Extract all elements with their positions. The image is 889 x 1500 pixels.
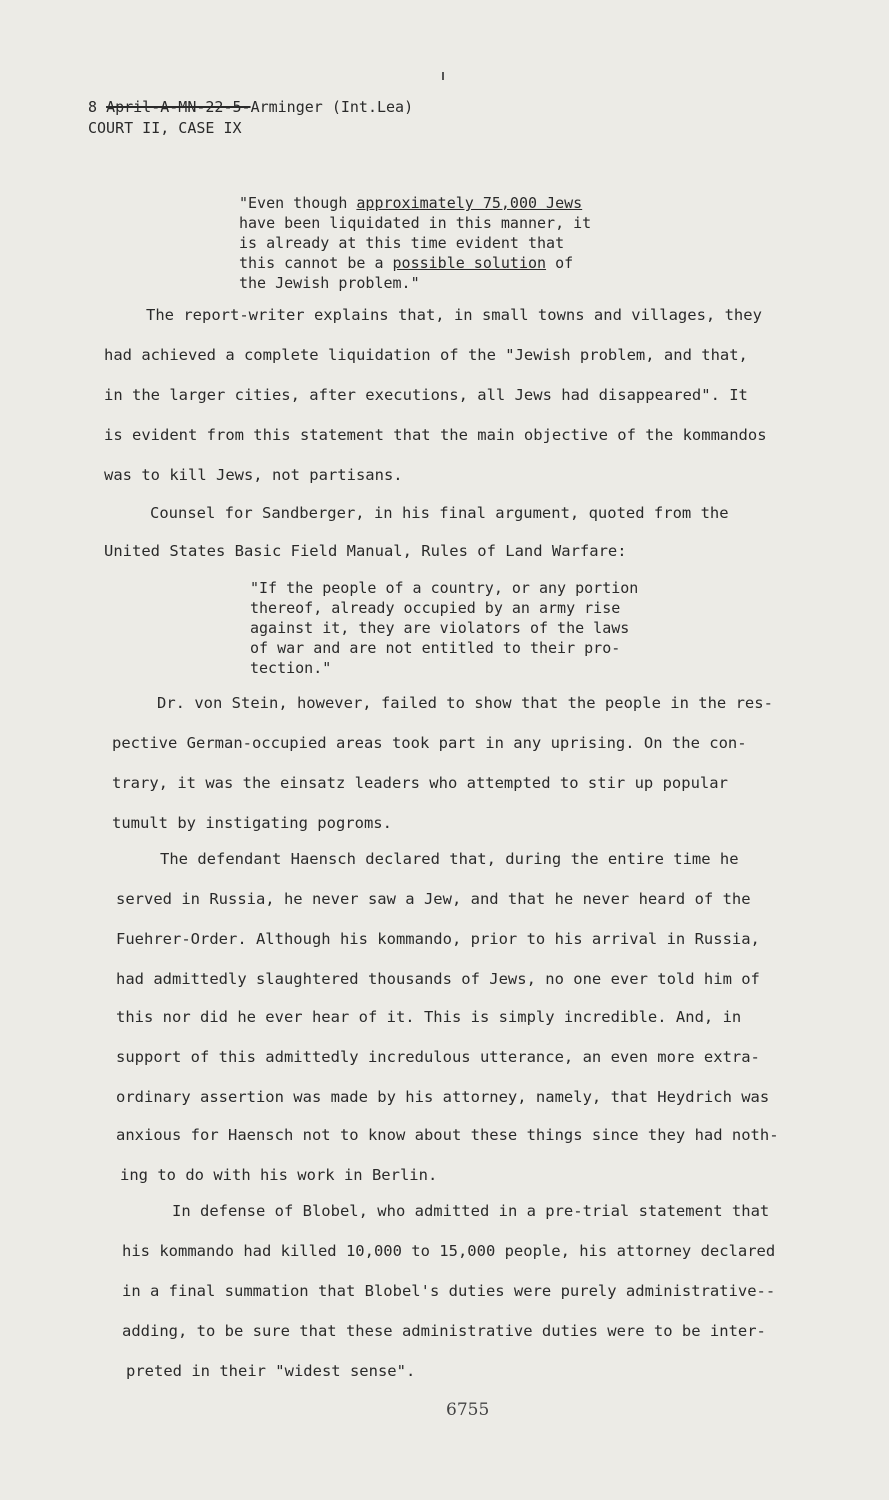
ink-mark: [442, 72, 444, 80]
document-page: 8 April-A-MN-22-5-Arminger (Int.Lea) COURT II, CASE IX "Even though approximately 75,000 Jews have been liquidated in this manner, it is already at this time evident that this cannot be a possible solution of the Jewish problem." The report-writer explains that, in small towns and villages, they had achieved a complete liquidation of the "Jewish problem, and that, in the larger cities, after executions, all Jews had disappeared". It is evident from this statement that the main objective of the kommandos was to kill Jews, not partisans. Counsel for Sandberger, in his final argument, quoted from the United States Basic Field Manual, Rules of Land Warfare: "If the people of a country, or any portion thereof, already occupied by an army rise against it, they are violators of the laws of war and are not entitled to their pro- tection." Dr. von Stein, however, failed to show that the people in the res- pective German-occupied areas took part in any uprising. On the con- trary, it was the einsatz leaders who attempted to stir up popular tumult by instigating pogroms. The defendant Haensch declared that, during the entire time he served in Russia, he never saw a Jew, and that he never heard of the Fuehrer-Order. Although his kommando, prior to his arrival in Russia, had admittedly slaughtered thousands of Jews, no one ever told him of this nor did he ever hear of it. This is simply incredible. And, in support of this admittedly incredulous utterance, an even more extra- ordinary assertion was made by his attorney, namely, that Heydrich was anxious for Haensch not to know about these things since they had noth- ing to do with his work in Berlin. In defense of Blobel, who admitted in a pre-trial statement that his kommando had killed 10,000 to 15,000 people, his attorney declared in a final summation that Blobel's duties were purely administrative-- adding, to be sure that these administrative duties were to be inter- preted in their "widest sense". 6755: [0, 0, 889, 1500]
header-line-1: 8 April-A-MN-22-5-Arminger (Int.Lea): [88, 98, 414, 116]
struck-text: April-A-MN-22-5-: [106, 98, 251, 116]
header-line-2: COURT II, CASE IX: [88, 119, 242, 137]
document-header: [88, 97, 413, 139]
page-number: 6755: [446, 1400, 490, 1420]
